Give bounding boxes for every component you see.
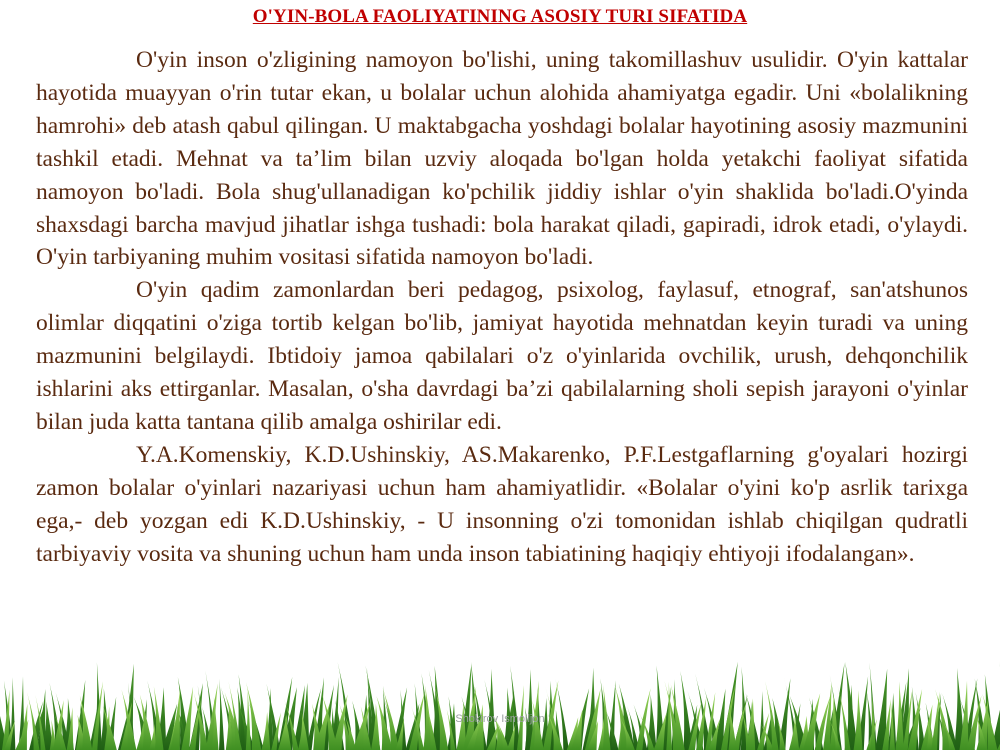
paragraph-2: O'yin qadim zamonlardan beri pedagog, psixolog, faylasuf, etnograf, san'atshunos olimlar diqqatini o'ziga tortib kelgan bo'lib, jamiyat hayotida mehnatdan keyin turadi va uning mazmunini belgilaydi. Ibtidoiy jamoa qabilalari o'z o'yinlarida ovchilik, urush, dehqonchilik ishlarini aks ettirganlar. Masalan, o'sha davrdagi ba’zi qabilalarning sholi sepish jarayoni o'yinlar bilan juda katta tantana qilib amalga oshirilar edi. bbox=[36, 277, 968, 435]
footer-author: Shokirov Ismoiljon bbox=[455, 713, 545, 725]
slide-body bbox=[36, 44, 968, 571]
paragraph-1: O'yin inson o'zligining namoyon bo'lishi, uning takomillashuv usulidir. O'yin kattalar hayotida muayyan o'rin tutar ekan, u bolalar uchun alohida ahamiyatga egadir. Uni «bolalikning hamrohi» deb atash qabul qilingan. U maktabgacha yoshdagi bolalar hayotining asosiy mazmunini tashkil etadi. Mehnat va ta’lim bilan uzviy aloqada bo'lgan holda yetakchi faoliyat sifatida namoyon bo'ladi. Bola shug'ullanadigan ko'pchilik jiddiy ishlar o'yin shaklida bo'ladi.O'yinda shaxsdagi barcha mavjud jihatlar ishga tushadi: bola harakat qiladi, gapiradi, idrok etadi, o'ylaydi. O'yin tarbiyaning muhim vositasi sifatida namoyon bo'ladi. bbox=[36, 47, 968, 271]
grass-decoration bbox=[0, 655, 1000, 750]
paragraph-3: Y.A.Komenskiy, K.D.Ushinskiy, AS.Makarenko, P.F.Lestgaflarning g'oyalari hozirgi zamon bolalar o'yinlari nazariyasi uchun ham ahamiyatlidir. «Bolalar o'yini ko'p asrlik tarixga ega,- deb yozgan edi K.D.Ushinskiy, - U insonning o'zi tomonidan ishlab chiqilgan qudratli tarbiyaviy vosita va shuning uchun ham unda inson tabiatining haqiqiy ehtiyoji ifodalangan». bbox=[36, 441, 968, 567]
slide-title: O'YIN-BOLA FAOLIYATINING ASOSIY TURI SIFATIDA bbox=[252, 6, 748, 27]
